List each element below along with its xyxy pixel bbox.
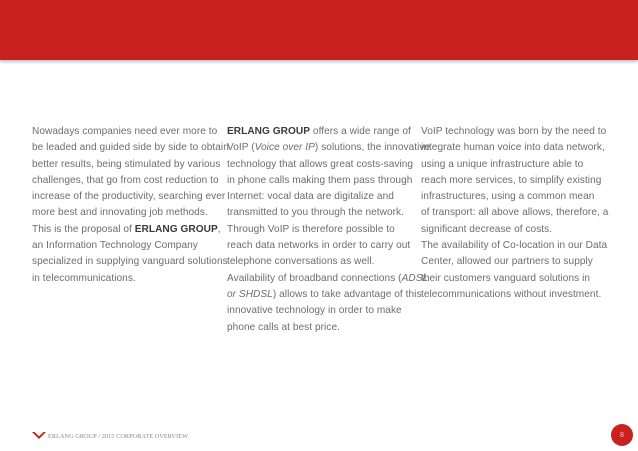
paragraph-line: VoIP technology was born by the need to <box>421 126 607 137</box>
text-run: offers a wide range of <box>310 126 411 137</box>
paragraph-line: technology that allows great costs-saving <box>227 158 414 170</box>
paragraph-line: phone calls at best price. <box>227 321 340 333</box>
paragraph-line: reach more services, to simplify existing <box>421 174 602 186</box>
paragraph-line: telephone conversations as well. <box>227 256 375 268</box>
paragraph-line <box>32 222 221 238</box>
italic-term: Voice over IP <box>254 142 315 154</box>
paragraph-line <box>227 140 431 156</box>
paragraph-line: reach data networks in order to carry out <box>227 240 411 252</box>
paragraph-line: Nowadays companies need ever more to <box>32 126 218 137</box>
paragraph-line: more best and innovating job methods. <box>32 207 208 219</box>
paragraph-line: an Information Technology Company <box>32 240 198 252</box>
paragraph-line: challenges, that go from cost reduction to <box>32 174 219 186</box>
red-chevron-logo-icon <box>32 432 46 440</box>
paragraph-line <box>227 124 412 140</box>
paragraph-line: specialized in supplying vanguard solutions <box>32 256 228 268</box>
paragraph-line: in telecommunications. <box>32 272 136 284</box>
paragraph-line: be leaded and guided side by side to obtain <box>32 142 229 154</box>
text-run: VoIP ( <box>227 142 255 154</box>
paragraph-line: infrastructures, using a common mean <box>421 191 595 203</box>
page-number-badge <box>611 424 633 446</box>
text-run: This is the proposal of <box>32 223 135 235</box>
paragraph-line: Center, allowed our partners to supply <box>421 256 593 268</box>
footer-text: ERLANG GROUP / 2015 CORPORATE OVERVIEW <box>48 432 189 440</box>
paragraph-line: Through VoIP is therefore possible to <box>227 223 395 235</box>
paragraph-line: integrate human voice into data network, <box>421 142 605 154</box>
paragraph-line: The availability of Co-location in our Data <box>421 240 608 252</box>
text-run: ) solutions, the innovative <box>314 142 431 154</box>
brand-name: ERLANG GROUP <box>134 223 218 235</box>
paragraph-line: innovative technology in order to make <box>227 305 402 317</box>
text-run: , <box>217 223 221 235</box>
page-number: 8 <box>620 431 624 439</box>
paragraph-line: their customers vanguard solutions in <box>421 272 591 284</box>
text-column-2 <box>227 124 431 336</box>
paragraph-line: better results, being stimulated by various <box>32 158 221 170</box>
italic-term: or SHDSL <box>227 288 273 300</box>
text-column-3 <box>421 124 609 303</box>
paragraph-line <box>227 287 422 303</box>
top-banner <box>0 0 638 60</box>
paragraph-line: Internet: vocal data are digitalize and <box>227 191 394 203</box>
paragraph-line: significant decrease of costs. <box>421 223 553 235</box>
brand-name: ERLANG GROUP <box>227 126 311 137</box>
paragraph-line: telecommunications without investment. <box>421 288 602 300</box>
paragraph-line: in phone calls making them pass through <box>227 174 413 186</box>
paragraph-line: using a unique infrastructure able to <box>421 158 584 170</box>
text-column-1 <box>32 124 229 287</box>
paragraph-line: increase of the productivity, searching ever <box>32 191 226 203</box>
italic-term: ADSL <box>401 272 429 284</box>
text-run: Availability of broadband connections ( <box>227 272 402 284</box>
paragraph-line: of transport: all above allows, therefore, a <box>421 207 609 219</box>
paragraph-line: transmitted to you through the network. <box>227 207 405 219</box>
paragraph-line <box>227 271 429 287</box>
text-run: ) allows to take advantage of this <box>272 288 422 300</box>
page-footer <box>32 430 188 442</box>
